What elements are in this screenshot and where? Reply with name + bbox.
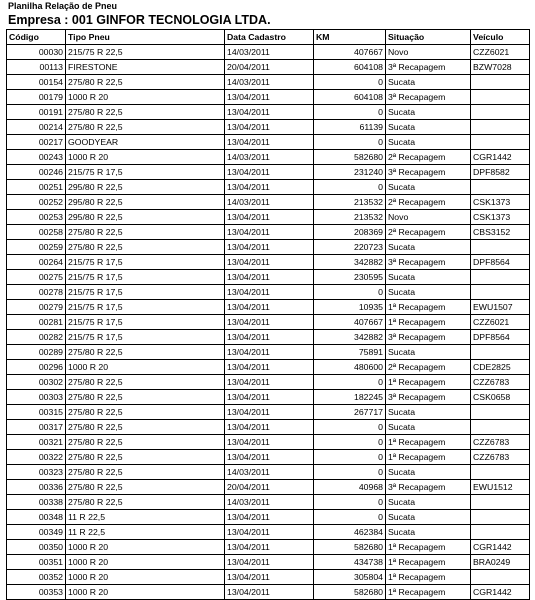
tipo-pneu-cell: 275/80 R 22,5	[66, 225, 225, 240]
km-cell: 213532	[314, 210, 386, 225]
situacao-cell: 3ª Recapagem	[386, 255, 471, 270]
km-cell: 0	[314, 75, 386, 90]
codigo-cell: 00321	[7, 435, 66, 450]
data-cadastro-cell: 20/04/2011	[225, 60, 314, 75]
veiculo-cell	[471, 345, 530, 360]
situacao-cell: Sucata	[386, 120, 471, 135]
codigo-cell: 00113	[7, 60, 66, 75]
km-cell: 0	[314, 495, 386, 510]
km-cell: 231240	[314, 165, 386, 180]
veiculo-cell: CZZ6783	[471, 450, 530, 465]
data-cadastro-cell: 13/04/2011	[225, 285, 314, 300]
data-cadastro-cell: 13/04/2011	[225, 510, 314, 525]
situacao-cell: Sucata	[386, 420, 471, 435]
table-row	[7, 450, 530, 465]
table-row	[7, 165, 530, 180]
data-cadastro-cell: 13/04/2011	[225, 90, 314, 105]
situacao-cell: Sucata	[386, 135, 471, 150]
km-cell: 604108	[314, 90, 386, 105]
table-row	[7, 60, 530, 75]
tipo-pneu-cell: 215/75 R 17,5	[66, 255, 225, 270]
column-header-km: KM	[314, 30, 386, 45]
situacao-cell: 1ª Recapagem	[386, 585, 471, 600]
situacao-cell: 3ª Recapagem	[386, 60, 471, 75]
column-header-tipo-pneu: Tipo Pneu	[66, 30, 225, 45]
codigo-cell: 00278	[7, 285, 66, 300]
page-title: Planilha Relação de Pneu	[8, 1, 118, 11]
veiculo-cell	[471, 120, 530, 135]
codigo-cell: 00352	[7, 570, 66, 585]
table-row	[7, 180, 530, 195]
tire-table	[6, 29, 530, 600]
table-row	[7, 330, 530, 345]
veiculo-cell: BRA0249	[471, 555, 530, 570]
data-cadastro-cell: 13/04/2011	[225, 240, 314, 255]
data-cadastro-cell: 13/04/2011	[225, 165, 314, 180]
data-cadastro-cell: 13/04/2011	[225, 330, 314, 345]
km-cell: 208369	[314, 225, 386, 240]
situacao-cell: Sucata	[386, 180, 471, 195]
veiculo-cell: CGR1442	[471, 585, 530, 600]
codigo-cell: 00348	[7, 510, 66, 525]
tipo-pneu-cell: 275/80 R 22,5	[66, 120, 225, 135]
data-cadastro-cell: 13/04/2011	[225, 540, 314, 555]
data-cadastro-cell: 14/03/2011	[225, 465, 314, 480]
situacao-cell: 1ª Recapagem	[386, 315, 471, 330]
table-row	[7, 525, 530, 540]
codigo-cell: 00191	[7, 105, 66, 120]
codigo-cell: 00303	[7, 390, 66, 405]
table-row	[7, 375, 530, 390]
veiculo-cell: CDE2825	[471, 360, 530, 375]
data-cadastro-cell: 13/04/2011	[225, 435, 314, 450]
km-cell: 582680	[314, 585, 386, 600]
veiculo-cell	[471, 510, 530, 525]
column-header-veiculo: Veículo	[471, 30, 530, 45]
km-cell: 582680	[314, 540, 386, 555]
data-cadastro-cell: 14/03/2011	[225, 75, 314, 90]
codigo-cell: 00289	[7, 345, 66, 360]
veiculo-cell	[471, 75, 530, 90]
table-row	[7, 90, 530, 105]
situacao-cell: 1ª Recapagem	[386, 450, 471, 465]
veiculo-cell	[471, 240, 530, 255]
km-cell: 0	[314, 135, 386, 150]
data-cadastro-cell: 13/04/2011	[225, 270, 314, 285]
column-header-situacao: Situação	[386, 30, 471, 45]
veiculo-cell: BZW7028	[471, 60, 530, 75]
data-cadastro-cell: 13/04/2011	[225, 360, 314, 375]
table-row	[7, 495, 530, 510]
codigo-cell: 00279	[7, 300, 66, 315]
codigo-cell: 00350	[7, 540, 66, 555]
codigo-cell: 00264	[7, 255, 66, 270]
situacao-cell: 3ª Recapagem	[386, 330, 471, 345]
codigo-cell: 00246	[7, 165, 66, 180]
table-row	[7, 570, 530, 585]
tipo-pneu-cell: 1000 R 20	[66, 90, 225, 105]
km-cell: 0	[314, 420, 386, 435]
km-cell: 0	[314, 285, 386, 300]
table-row	[7, 405, 530, 420]
codigo-cell: 00323	[7, 465, 66, 480]
table-row	[7, 255, 530, 270]
tipo-pneu-cell: 11 R 22,5	[66, 525, 225, 540]
situacao-cell: Novo	[386, 210, 471, 225]
veiculo-cell: CZZ6021	[471, 315, 530, 330]
km-cell: 213532	[314, 195, 386, 210]
km-cell: 0	[314, 375, 386, 390]
table-header-row	[7, 30, 530, 45]
codigo-cell: 00275	[7, 270, 66, 285]
codigo-cell: 00179	[7, 90, 66, 105]
situacao-cell: 3ª Recapagem	[386, 165, 471, 180]
data-cadastro-cell: 20/04/2011	[225, 480, 314, 495]
tipo-pneu-cell: 215/75 R 17,5	[66, 165, 225, 180]
tipo-pneu-cell: 275/80 R 22,5	[66, 105, 225, 120]
data-cadastro-cell: 14/03/2011	[225, 195, 314, 210]
situacao-cell: 2ª Recapagem	[386, 195, 471, 210]
veiculo-cell: CSK1373	[471, 210, 530, 225]
situacao-cell: Sucata	[386, 240, 471, 255]
veiculo-cell: CZZ6021	[471, 45, 530, 60]
km-cell: 462384	[314, 525, 386, 540]
table-row	[7, 465, 530, 480]
veiculo-cell	[471, 420, 530, 435]
data-cadastro-cell: 13/04/2011	[225, 585, 314, 600]
tipo-pneu-cell: 295/80 R 22,5	[66, 180, 225, 195]
tipo-pneu-cell: 1000 R 20	[66, 540, 225, 555]
situacao-cell: Sucata	[386, 105, 471, 120]
data-cadastro-cell: 13/04/2011	[225, 210, 314, 225]
data-cadastro-cell: 13/04/2011	[225, 570, 314, 585]
veiculo-cell: DPF8582	[471, 165, 530, 180]
veiculo-cell	[471, 135, 530, 150]
table-row	[7, 225, 530, 240]
km-cell: 267717	[314, 405, 386, 420]
data-cadastro-cell: 13/04/2011	[225, 180, 314, 195]
tipo-pneu-cell: 275/80 R 22,5	[66, 435, 225, 450]
km-cell: 342882	[314, 330, 386, 345]
data-cadastro-cell: 14/03/2011	[225, 45, 314, 60]
tipo-pneu-cell: 215/75 R 17,5	[66, 285, 225, 300]
table-row	[7, 345, 530, 360]
veiculo-cell	[471, 270, 530, 285]
km-cell: 407667	[314, 315, 386, 330]
codigo-cell: 00030	[7, 45, 66, 60]
data-cadastro-cell: 13/04/2011	[225, 225, 314, 240]
km-cell: 0	[314, 465, 386, 480]
codigo-cell: 00353	[7, 585, 66, 600]
table-body	[7, 45, 530, 600]
table-row	[7, 210, 530, 225]
tipo-pneu-cell: 1000 R 20	[66, 570, 225, 585]
data-cadastro-cell: 13/04/2011	[225, 405, 314, 420]
tipo-pneu-cell: 1000 R 20	[66, 150, 225, 165]
situacao-cell: 2ª Recapagem	[386, 360, 471, 375]
situacao-cell: Sucata	[386, 270, 471, 285]
data-cadastro-cell: 14/03/2011	[225, 150, 314, 165]
tipo-pneu-cell: 275/80 R 22,5	[66, 465, 225, 480]
tipo-pneu-cell: 275/80 R 22,5	[66, 405, 225, 420]
codigo-cell: 00282	[7, 330, 66, 345]
table-row	[7, 315, 530, 330]
data-cadastro-cell: 13/04/2011	[225, 315, 314, 330]
veiculo-cell: CSK1373	[471, 195, 530, 210]
veiculo-cell: CSK0658	[471, 390, 530, 405]
tipo-pneu-cell: 275/80 R 22,5	[66, 450, 225, 465]
tipo-pneu-cell: 215/75 R 17,5	[66, 300, 225, 315]
veiculo-cell	[471, 495, 530, 510]
table-row	[7, 45, 530, 60]
codigo-cell: 00243	[7, 150, 66, 165]
situacao-cell: 3ª Recapagem	[386, 90, 471, 105]
situacao-cell: 1ª Recapagem	[386, 300, 471, 315]
veiculo-cell	[471, 105, 530, 120]
veiculo-cell	[471, 180, 530, 195]
tipo-pneu-cell: FIRESTONE	[66, 60, 225, 75]
tipo-pneu-cell: 1000 R 20	[66, 555, 225, 570]
km-cell: 220723	[314, 240, 386, 255]
data-cadastro-cell: 14/03/2011	[225, 495, 314, 510]
situacao-cell: 1ª Recapagem	[386, 570, 471, 585]
table-row	[7, 150, 530, 165]
veiculo-cell	[471, 465, 530, 480]
tipo-pneu-cell: 1000 R 20	[66, 585, 225, 600]
situacao-cell: 2ª Recapagem	[386, 150, 471, 165]
km-cell: 0	[314, 435, 386, 450]
situacao-cell: 1ª Recapagem	[386, 435, 471, 450]
table-row	[7, 270, 530, 285]
situacao-cell: 3ª Recapagem	[386, 480, 471, 495]
codigo-cell: 00351	[7, 555, 66, 570]
table-row	[7, 585, 530, 600]
situacao-cell: 1ª Recapagem	[386, 540, 471, 555]
tipo-pneu-cell: 275/80 R 22,5	[66, 75, 225, 90]
tipo-pneu-cell: 215/75 R 17,5	[66, 270, 225, 285]
veiculo-cell: DPF8564	[471, 330, 530, 345]
tipo-pneu-cell: 295/80 R 22,5	[66, 195, 225, 210]
table-row	[7, 285, 530, 300]
codigo-cell: 00338	[7, 495, 66, 510]
veiculo-cell: CGR1442	[471, 150, 530, 165]
tipo-pneu-cell: 215/75 R 17,5	[66, 330, 225, 345]
table-row	[7, 555, 530, 570]
situacao-cell: 1ª Recapagem	[386, 375, 471, 390]
codigo-cell: 00317	[7, 420, 66, 435]
veiculo-cell: EWU1507	[471, 300, 530, 315]
codigo-cell: 00349	[7, 525, 66, 540]
data-cadastro-cell: 13/04/2011	[225, 255, 314, 270]
km-cell: 182245	[314, 390, 386, 405]
table-row	[7, 75, 530, 90]
table-row	[7, 195, 530, 210]
data-cadastro-cell: 13/04/2011	[225, 135, 314, 150]
data-cadastro-cell: 13/04/2011	[225, 420, 314, 435]
data-cadastro-cell: 13/04/2011	[225, 345, 314, 360]
codigo-cell: 00259	[7, 240, 66, 255]
situacao-cell: Sucata	[386, 510, 471, 525]
data-cadastro-cell: 13/04/2011	[225, 555, 314, 570]
veiculo-cell	[471, 90, 530, 105]
codigo-cell: 00336	[7, 480, 66, 495]
situacao-cell: Sucata	[386, 75, 471, 90]
tipo-pneu-cell: 275/80 R 22,5	[66, 345, 225, 360]
veiculo-cell: CZZ6783	[471, 375, 530, 390]
table-row	[7, 360, 530, 375]
data-cadastro-cell: 13/04/2011	[225, 450, 314, 465]
situacao-cell: Novo	[386, 45, 471, 60]
km-cell: 0	[314, 105, 386, 120]
km-cell: 10935	[314, 300, 386, 315]
km-cell: 582680	[314, 150, 386, 165]
veiculo-cell: CBS3152	[471, 225, 530, 240]
table-row	[7, 240, 530, 255]
tipo-pneu-cell: 275/80 R 22,5	[66, 480, 225, 495]
codigo-cell: 00251	[7, 180, 66, 195]
codigo-cell: 00322	[7, 450, 66, 465]
km-cell: 305804	[314, 570, 386, 585]
km-cell: 0	[314, 510, 386, 525]
tipo-pneu-cell: 1000 R 20	[66, 360, 225, 375]
codigo-cell: 00217	[7, 135, 66, 150]
table-row	[7, 480, 530, 495]
data-cadastro-cell: 13/04/2011	[225, 120, 314, 135]
situacao-cell: 2ª Recapagem	[386, 225, 471, 240]
codigo-cell: 00296	[7, 360, 66, 375]
km-cell: 0	[314, 180, 386, 195]
column-header-data-cadastro: Data Cadastro	[225, 30, 314, 45]
km-cell: 407667	[314, 45, 386, 60]
tipo-pneu-cell: 275/80 R 22,5	[66, 375, 225, 390]
km-cell: 61139	[314, 120, 386, 135]
column-header-codigo: Código	[7, 30, 66, 45]
codigo-cell: 00252	[7, 195, 66, 210]
data-cadastro-cell: 13/04/2011	[225, 105, 314, 120]
km-cell: 342882	[314, 255, 386, 270]
situacao-cell: Sucata	[386, 525, 471, 540]
situacao-cell: Sucata	[386, 495, 471, 510]
veiculo-cell: DPF8564	[471, 255, 530, 270]
codigo-cell: 00214	[7, 120, 66, 135]
data-cadastro-cell: 13/04/2011	[225, 375, 314, 390]
data-cadastro-cell: 13/04/2011	[225, 525, 314, 540]
table-row	[7, 510, 530, 525]
tipo-pneu-cell: 275/80 R 22,5	[66, 240, 225, 255]
veiculo-cell: CZZ6783	[471, 435, 530, 450]
veiculo-cell: EWU1512	[471, 480, 530, 495]
veiculo-cell: CGR1442	[471, 540, 530, 555]
situacao-cell: Sucata	[386, 465, 471, 480]
situacao-cell: Sucata	[386, 405, 471, 420]
table-row	[7, 420, 530, 435]
data-cadastro-cell: 13/04/2011	[225, 390, 314, 405]
table-row	[7, 390, 530, 405]
veiculo-cell	[471, 570, 530, 585]
codigo-cell: 00154	[7, 75, 66, 90]
codigo-cell: 00315	[7, 405, 66, 420]
table-row	[7, 120, 530, 135]
table-row	[7, 135, 530, 150]
situacao-cell: 1ª Recapagem	[386, 555, 471, 570]
tipo-pneu-cell: 275/80 R 22,5	[66, 495, 225, 510]
table-row	[7, 105, 530, 120]
tipo-pneu-cell: 11 R 22,5	[66, 510, 225, 525]
km-cell: 604108	[314, 60, 386, 75]
situacao-cell: Sucata	[386, 345, 471, 360]
table-row	[7, 300, 530, 315]
codigo-cell: 00253	[7, 210, 66, 225]
km-cell: 434738	[314, 555, 386, 570]
tipo-pneu-cell: 295/80 R 22,5	[66, 210, 225, 225]
company-heading: Empresa : 001 GINFOR TECNOLOGIA LTDA.	[8, 13, 271, 27]
tipo-pneu-cell: 215/75 R 22,5	[66, 45, 225, 60]
table-row	[7, 435, 530, 450]
km-cell: 40968	[314, 480, 386, 495]
km-cell: 0	[314, 450, 386, 465]
tipo-pneu-cell: GOODYEAR	[66, 135, 225, 150]
veiculo-cell	[471, 405, 530, 420]
data-cadastro-cell: 13/04/2011	[225, 300, 314, 315]
tipo-pneu-cell: 275/80 R 22,5	[66, 390, 225, 405]
situacao-cell: Sucata	[386, 285, 471, 300]
veiculo-cell	[471, 525, 530, 540]
tipo-pneu-cell: 275/80 R 22,5	[66, 420, 225, 435]
km-cell: 230595	[314, 270, 386, 285]
km-cell: 480600	[314, 360, 386, 375]
situacao-cell: 3ª Recapagem	[386, 390, 471, 405]
veiculo-cell	[471, 285, 530, 300]
table-row	[7, 540, 530, 555]
codigo-cell: 00281	[7, 315, 66, 330]
codigo-cell: 00258	[7, 225, 66, 240]
tipo-pneu-cell: 215/75 R 17,5	[66, 315, 225, 330]
km-cell: 75891	[314, 345, 386, 360]
codigo-cell: 00302	[7, 375, 66, 390]
